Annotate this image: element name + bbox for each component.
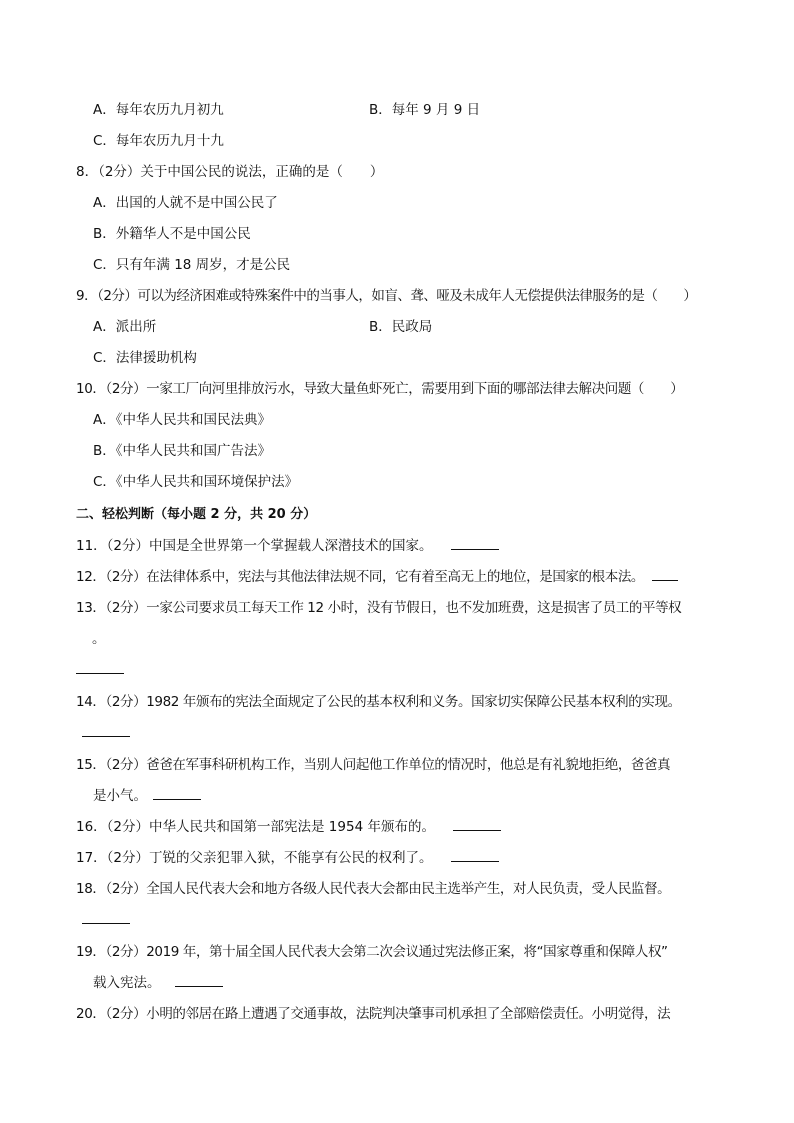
- q18-text: 18．（2分）全国人民代表大会和地方各级人民代表大会都由民主选举产生，对人民负责，受人民监督。: [76, 881, 671, 897]
- q13-blank-line: [76, 661, 124, 679]
- q10-option-a: A．《中华人民共和国民法典》: [93, 412, 271, 428]
- answer-blank[interactable]: [652, 568, 678, 581]
- q9-option-b: B．民政局: [369, 319, 433, 335]
- answer-blank[interactable]: [451, 537, 499, 550]
- q9-option-a: A．派出所: [93, 319, 157, 335]
- q7-option-c: C．每年农历九月十九: [93, 133, 224, 149]
- q10-option-c: C．《中华人民共和国环境保护法》: [93, 474, 299, 490]
- q9-stem: 9．（2分）可以为经济困难或特殊案件中的当事人，如盲、聋、哑及未成年人无偿提供法律服务的是（ ）: [76, 288, 697, 304]
- answer-blank[interactable]: [453, 818, 501, 831]
- q19-line-2: [93, 974, 223, 992]
- answer-blank[interactable]: [82, 911, 130, 924]
- q7-option-a: A．每年农历九月初九: [93, 102, 224, 118]
- q8-option-a: A．出国的人就不是中国公民了: [93, 195, 278, 211]
- answer-blank[interactable]: [82, 724, 130, 737]
- q11-text: 11．（2分）中国是全世界第一个掌握载人深潜技术的国家。: [76, 538, 433, 554]
- q20-line-1: 20．（2分）小明的邻居在路上遭遇了交通事故，法院判决肇事司机承担了全部赔偿责任。小明觉得，法: [76, 1006, 671, 1022]
- q12-text: 12．（2分）在法律体系中，宪法与其他法律法规不同，它有着至高无上的地位，是国家的根本法。: [76, 569, 645, 585]
- q10-option-b: B．《中华人民共和国广告法》: [93, 443, 272, 459]
- answer-blank[interactable]: [76, 661, 124, 674]
- q17-text: 17．（2分）丁锐的父亲犯罪入狱，不能享有公民的权利了。: [76, 850, 433, 866]
- q15-line-1: 15．（2分）爸爸在军事科研机构工作，当别人问起他工作单位的情况时，他总是有礼貌地拒绝，爸爸真: [76, 757, 671, 773]
- q16-text: 16．（2分）中华人民共和国第一部宪法是 1954 年颁布的。: [76, 819, 435, 835]
- q18-blank-line: [82, 911, 130, 929]
- q8-option-b: B．外籍华人不是中国公民: [93, 226, 251, 242]
- q8-option-c: C．只有年满 18 周岁，才是公民: [93, 257, 291, 273]
- q8-stem: 8．（2分）关于中国公民的说法，正确的是（ ）: [76, 164, 384, 180]
- q16-line: [76, 818, 501, 836]
- section-heading: 二、轻松判断（每小题 2 分，共 20 分）: [76, 507, 317, 522]
- answer-blank[interactable]: [175, 974, 223, 987]
- q13-line-2: 。: [92, 631, 106, 647]
- answer-blank[interactable]: [451, 849, 499, 862]
- q13-line-1: 13．（2分）一家公司要求员工每天工作 12 小时，没有节假日，也不发加班费，这是损害了员工的平等权: [76, 600, 682, 616]
- q14-text: 14．（2分）1982 年颁布的宪法全面规定了公民的基本权利和义务。国家切实保障公民基本权利的实现。: [76, 694, 681, 710]
- q10-stem: 10．（2分）一家工厂向河里排放污水，导致大量鱼虾死亡，需要用到下面的哪部法律去解决问题（ ）: [76, 381, 684, 397]
- q15-line-2: [93, 787, 201, 805]
- q19-line-1: 19．（2分）2019 年，第十届全国人民代表大会第二次会议通过宪法修正案，将“国家尊重和保障人权”: [76, 944, 668, 960]
- q15-text-2: 是小气。: [93, 788, 147, 804]
- q11-line: [76, 537, 499, 555]
- q14-blank-line: [82, 724, 130, 742]
- answer-blank[interactable]: [153, 787, 201, 800]
- q12-line: [76, 568, 678, 586]
- q17-line: [76, 849, 499, 867]
- q19-text-2: 载入宪法。: [93, 975, 161, 991]
- q9-option-c: C．法律援助机构: [93, 350, 197, 366]
- q7-option-b: B．每年 9 月 9 日: [369, 102, 481, 118]
